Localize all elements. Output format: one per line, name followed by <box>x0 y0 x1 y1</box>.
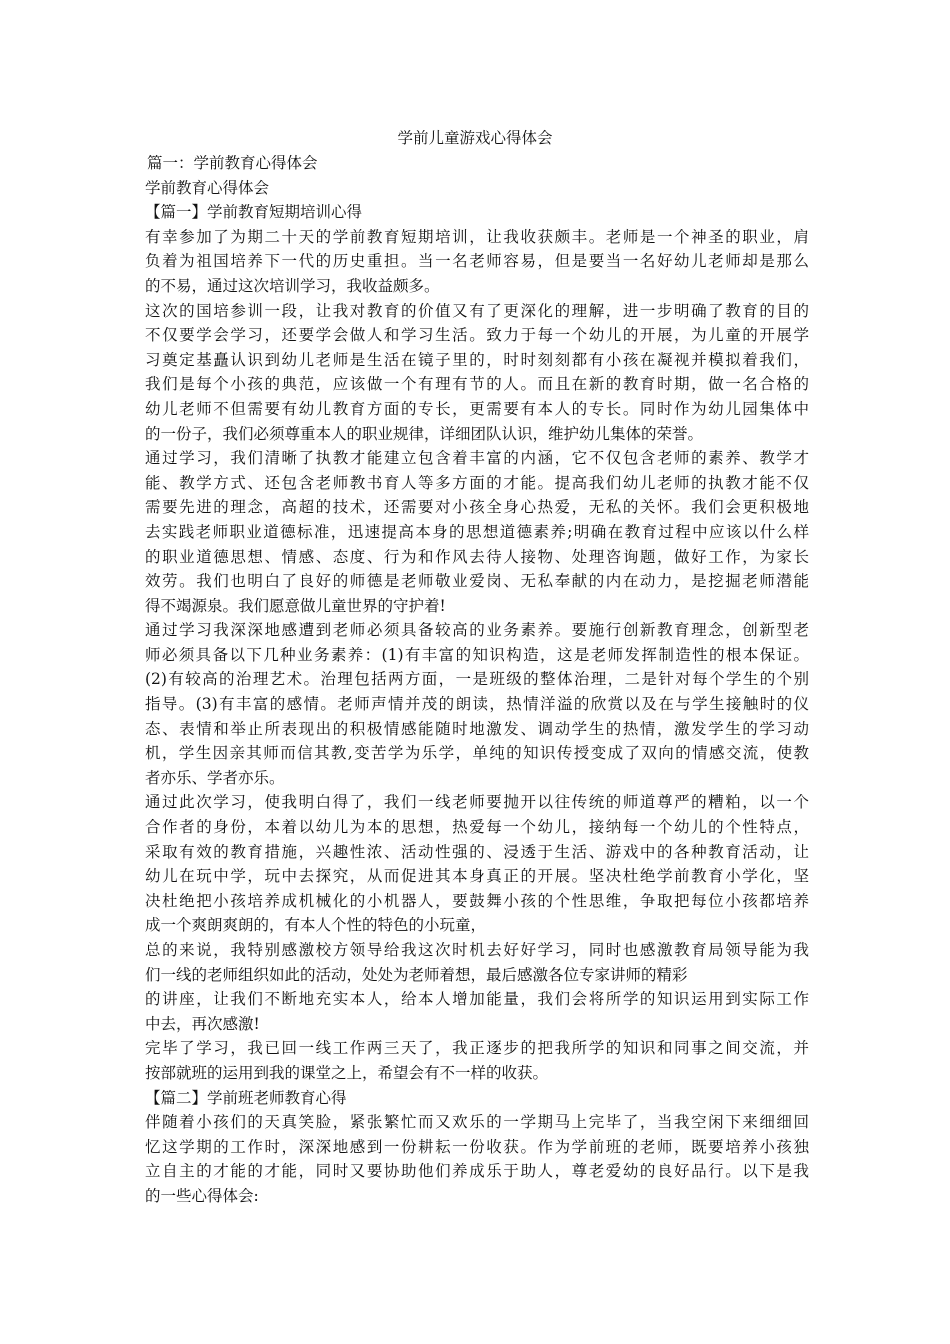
text-line: 态、表情和举止所表现出的积极情感能随时地激发、调动学生的热情，激发学生的学习动 <box>145 719 809 738</box>
text-line: 习奠定基矗认识到幼儿老师是生活在镜子里的，时时刻刻都有小孩在凝视并模拟着我们， <box>145 350 809 369</box>
text-line: 通过此次学习，使我明白得了，我们一线老师要抛开以往传统的师道尊严的糟粕，以一个 <box>145 793 809 812</box>
text-line: 的一些心得体会: <box>145 1186 259 1205</box>
text-line: 篇一：学前教育心得体会 <box>147 154 318 172</box>
text-line: 【篇一】学前教育短期培训心得 <box>145 203 363 222</box>
text-line: 的职业道德思想、情感、态度、行为和作风去待人接物、处理咨询题，做好工作，为家长 <box>145 547 809 566</box>
text-line: 学前教育心得体会 <box>145 178 270 197</box>
text-line: 按部就班的运用到我的课堂之上，希望会有不一样的收获。 <box>145 1063 549 1082</box>
text-line: 们一线的老师组织如此的活动，处处为老师着想，最后感激各位专家讲师的精彩 <box>145 965 688 984</box>
text-line: 合作者的身份，本着以幼儿为本的思想，热爱每一个幼儿，接纳每一个幼儿的个性特点， <box>145 818 809 837</box>
document-body <box>145 151 809 1209</box>
text-line: 【篇二】学前班老师教育心得 <box>145 1088 347 1107</box>
text-line: 采取有效的教育措施，兴趣性浓、活动性强的、浸透于生活、游戏中的各种教育活动，让 <box>145 842 809 861</box>
text-line: (2)有较高的治理艺术。治理包括两方面，一是班级的整体治理，二是针对每个学生的个别 <box>145 670 809 689</box>
text-line: 需要先进的理念，高超的技术，还需要对小孩全身心热爱，无私的关怀。我们会更积极地 <box>145 498 809 517</box>
text-line: 通过学习我深深地感遭到老师必须具备较高的业务素养。要施行创新教育理念，创新型老 <box>145 621 809 640</box>
text-line: 完毕了学习，我已回一线工作两三天了，我正逐步的把我所学的知识和同事之间交流，并 <box>145 1039 809 1058</box>
text-line: 决杜绝把小孩培养成机械化的小机器人，要鼓舞小孩的个性思维，争取把每位小孩都培养 <box>145 891 809 910</box>
text-line: 的讲座，让我们不断地充实本人，给本人增加能量，我们会将所学的知识运用到实际工作 <box>145 990 809 1009</box>
text-line: 幼儿在玩中学，玩中去探究，从而促进其本身真正的开展。坚决杜绝学前教育小学化，坚 <box>145 867 809 886</box>
document-title: 学前儿童游戏心得体会 <box>397 129 553 147</box>
text-line: 立自主的才能的才能，同时又要协助他们养成乐于助人，尊老爱幼的良好品行。以下是我 <box>145 1162 809 1181</box>
text-line: 忆这学期的工作时，深深地感到一份耕耘一份收获。作为学前班的老师，既要培养小孩独 <box>145 1137 809 1156</box>
text-line: 得不竭源泉。我们愿意做儿童世界的守护着! <box>145 596 446 615</box>
text-line: 的不易，通过这次培训学习，我收益颇多。 <box>145 276 440 295</box>
text-line: 指导。(3)有丰富的感情。老师声情并茂的朗读，热情洋溢的欣赏以及在与学生接触时的仪 <box>145 695 809 714</box>
text-line: 去实践老师职业道德标准，迅速提高本身的思想道德素养;明确在教育过程中应该以什么样 <box>145 522 809 541</box>
text-line: 这次的国培参训一段，让我对教育的价值又有了更深化的理解，进一步明确了教育的目的 <box>145 301 809 320</box>
text-line: 师必须具备以下几种业务素养：(1)有丰富的知识构造，这是老师发挥制造性的根本保证。 <box>145 645 809 664</box>
text-line: 幼儿老师不但需要有幼儿教育方面的专长，更需要有本人的专长。同时作为幼儿园集体中 <box>145 399 809 418</box>
text-line: 者亦乐、学者亦乐。 <box>145 768 285 787</box>
text-line: 总的来说，我特别感激校方领导给我这次时机去好好学习，同时也感激教育局领导能为我 <box>145 941 809 959</box>
text-line: 有幸参加了为期二十天的学前教育短期培训，让我收获颇丰。老师是一个神圣的职业，肩 <box>145 227 809 246</box>
text-line: 通过学习，我们清晰了执教才能建立包含着丰富的内涵，它不仅包含老师的素养、教学才 <box>145 449 809 468</box>
text-line: 我们是每个小孩的典范，应该做一个有理有节的人。而且在新的教育时期，做一名合格的 <box>145 375 809 394</box>
text-line: 负着为祖国培养下一代的历史重担。当一名老师容易，但是要当一名好幼儿老师却是那么 <box>145 252 809 271</box>
text-line: 效劳。我们也明白了良好的师德是老师敬业爱岗、无私奉献的内在动力，是挖掘老师潜能 <box>145 572 809 591</box>
text-line: 不仅要学会学习，还要学会做人和学习生活。致力于每一个幼儿的开展，为儿童的开展学 <box>145 326 809 345</box>
text-line: 能、教学方式、还包含老师教书育人等多方面的才能。提高我们幼儿老师的执教才能不仅 <box>145 473 809 492</box>
text-line: 成一个爽朗爽朗的，有本人个性的特色的小玩童， <box>145 916 487 935</box>
text-line: 伴随着小孩们的天真笑脸，紧张繁忙而又欢乐的一学期马上完毕了，当我空闲下来细细回 <box>145 1113 809 1132</box>
text-line: 的一份子，我们必须尊重本人的职业规律，详细团队认识，维护幼儿集体的荣誉。 <box>145 424 704 443</box>
text-line: 中去，再次感激! <box>145 1014 260 1033</box>
text-line: 机，学生因亲其师而信其教,变苦学为乐学，单纯的知识传授变成了双向的情感交流，使教 <box>145 744 809 763</box>
